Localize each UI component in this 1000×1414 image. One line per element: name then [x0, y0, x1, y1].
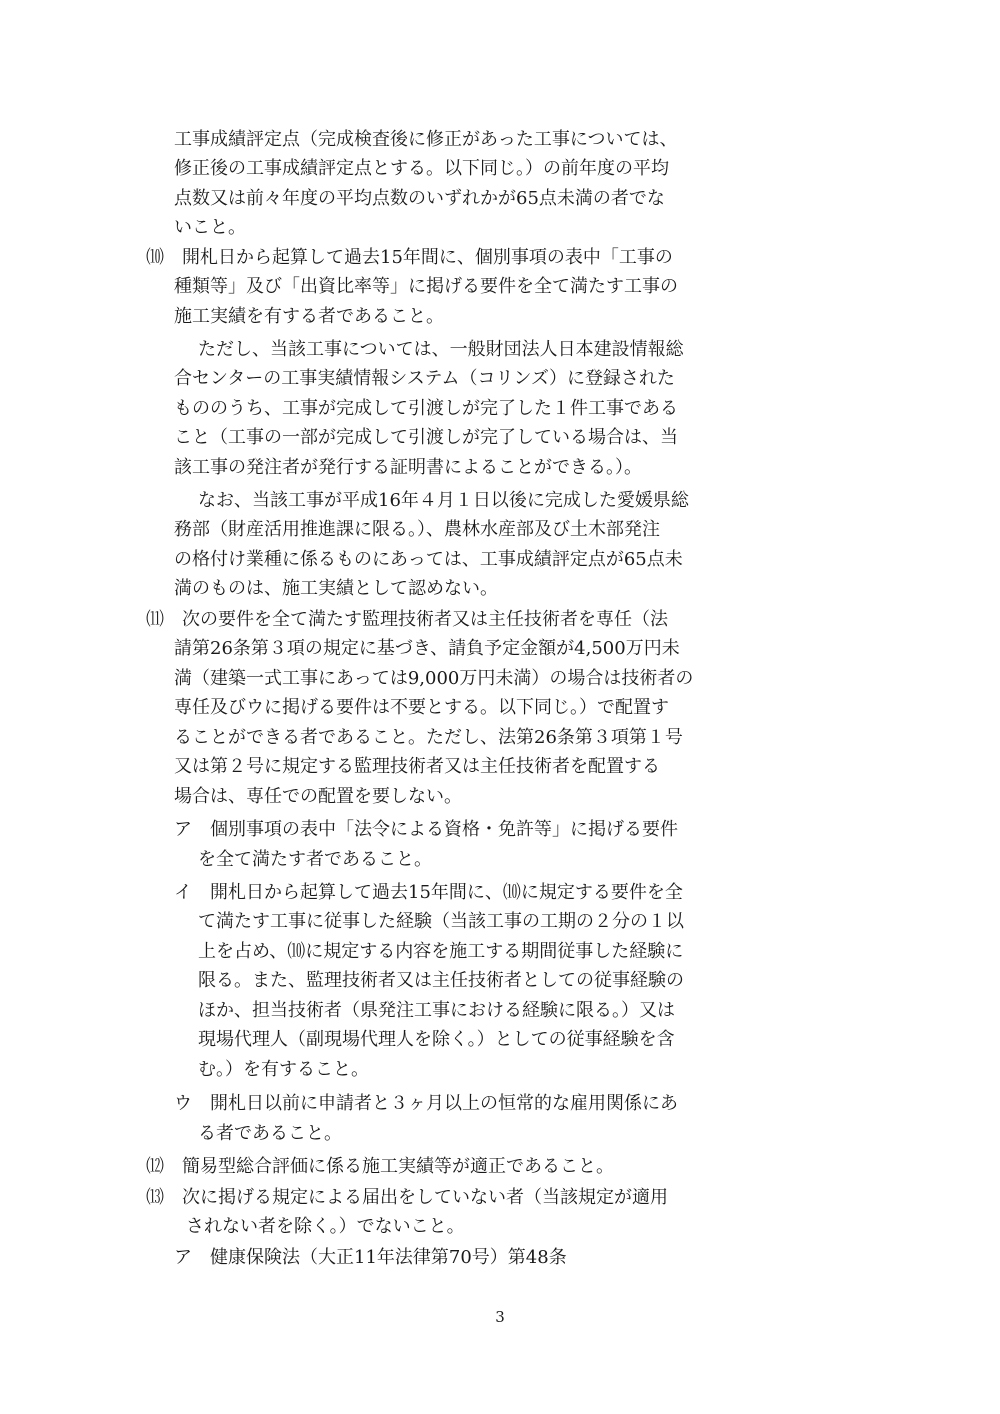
text-line: 又は第２号に規定する監理技術者又は主任技術者を配置する: [174, 756, 660, 777]
text-line: ⑽ 開札日から起算して過去15年間に、個別事項の表中「工事の: [146, 247, 673, 268]
text-line: ⑾ 次の要件を全て満たす監理技術者又は主任技術者を専任（法: [146, 609, 668, 630]
text-line: ア 個別事項の表中「法令による資格・免許等」に掲げる要件: [174, 819, 678, 840]
page-number: 3: [495, 1308, 505, 1326]
text-line: 種類等」及び「出資比率等」に掲げる要件を全て満たす工事の: [174, 276, 678, 297]
text-line: 専任及びウに掲げる要件は不要とする。以下同じ。）で配置す: [174, 697, 669, 718]
text-line: されない者を除く。）でないこと。: [186, 1216, 465, 1237]
text-line: 施工実績を有する者であること。: [174, 306, 444, 327]
text-line: ⑿ 簡易型総合評価に係る施工実績等が適正であること。: [146, 1156, 614, 1177]
text-line: の格付け業種に係るものにあっては、工事成績評定点が65点未: [174, 549, 683, 570]
text-line: いこと。: [174, 217, 246, 238]
text-line: 限る。また、監理技術者又は主任技術者としての従事経験の: [198, 970, 684, 991]
text-line: ただし、当該工事については、一般財団法人日本建設情報総: [198, 339, 684, 360]
text-line: こと（工事の一部が完成して引渡しが完了している場合は、当: [174, 427, 678, 448]
text-line: て満たす工事に従事した経験（当該工事の工期の２分の１以: [198, 911, 684, 932]
text-line: 点数又は前々年度の平均点数のいずれかが65点未満の者でな: [174, 188, 665, 209]
text-line: イ 開札日から起算して過去15年間に、⑽に規定する要件を全: [174, 882, 683, 903]
text-line: 上を占め、⑽に規定する内容を施工する期間従事した経験に: [198, 941, 684, 962]
text-line: なお、当該工事が平成16年４月１日以後に完成した愛媛県総: [198, 490, 689, 511]
text-line: る者であること。: [198, 1123, 342, 1144]
text-line: 工事成績評定点（完成検査後に修正があった工事については、: [174, 129, 678, 150]
text-line: を全て満たす者であること。: [198, 849, 432, 870]
text-line: 満（建築一式工事にあっては9,000万円未満）の場合は技術者の: [174, 668, 694, 689]
text-line: ることができる者であること。ただし、法第26条第３項第１号: [174, 727, 683, 748]
text-line: 満のものは、施工実績として認めない。: [174, 578, 498, 599]
text-line: 務部（財産活用推進課に限る。）、農林水産部及び土木部発注: [174, 519, 660, 540]
text-line: 場合は、専任での配置を要しない。: [174, 786, 462, 807]
text-line: 現場代理人（副現場代理人を除く。）としての従事経験を含: [198, 1029, 675, 1050]
text-line: む。）を有すること。: [198, 1059, 369, 1080]
text-line: ほか、担当技術者（県発注工事における経験に限る。）又は: [198, 1000, 675, 1021]
text-line: 修正後の工事成績評定点とする。以下同じ。）の前年度の平均: [174, 158, 669, 179]
text-line: ア 健康保険法（大正11年法律第70号）第48条: [174, 1247, 567, 1268]
text-line: もののうち、工事が完成して引渡しが完了した１件工事である: [174, 398, 678, 419]
text-line: ウ 開札日以前に申請者と３ヶ月以上の恒常的な雇用関係にあ: [174, 1093, 678, 1114]
text-line: 合センターの工事実績情報システム（コリンズ）に登録された: [174, 368, 675, 389]
text-line: 該工事の発注者が発行する証明書によることができる。）。: [174, 457, 642, 478]
text-line: 請第26条第３項の規定に基づき、請負予定金額が4,500万円未: [174, 638, 680, 659]
text-line: ⒀ 次に掲げる規定による届出をしていない者（当該規定が適用: [146, 1187, 668, 1208]
